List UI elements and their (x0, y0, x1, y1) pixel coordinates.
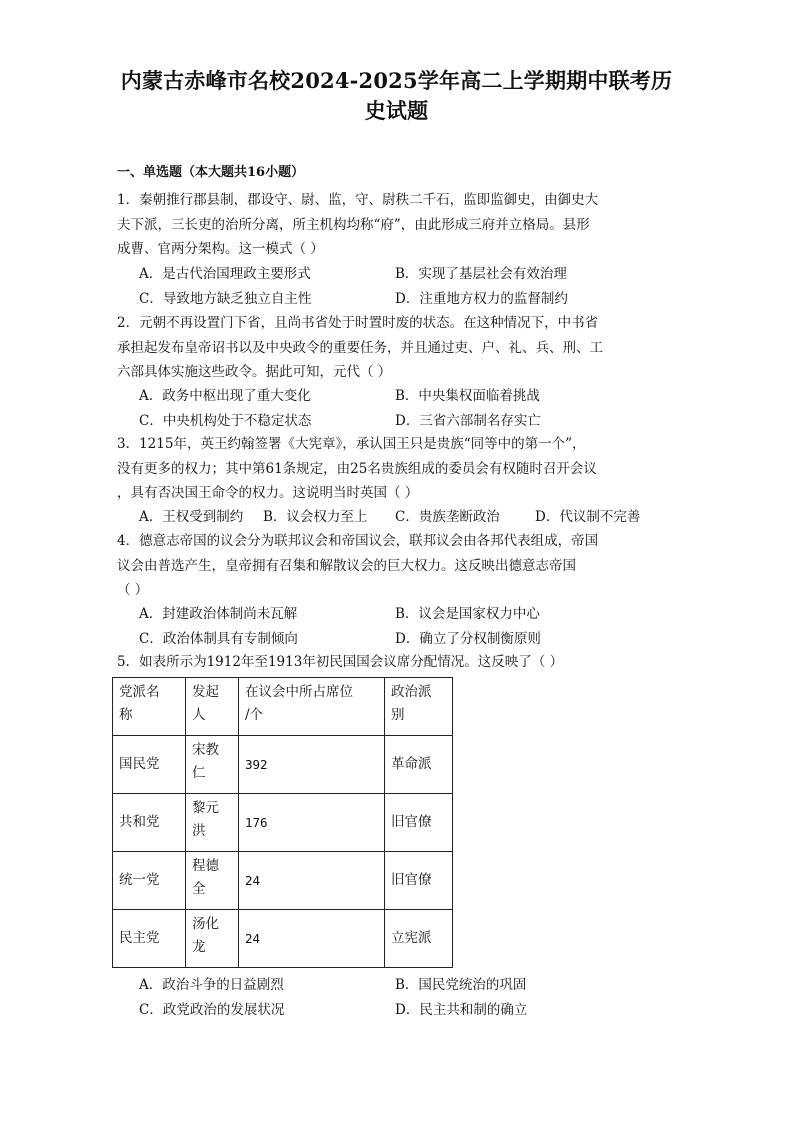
question-line: 没有更多的权力；其中第61条规定，由25名贵族组成的委员会有权随时召开会议 (117, 460, 597, 477)
table-header-cell (239, 678, 385, 736)
question-5-options (139, 973, 679, 1022)
question-4 (117, 529, 677, 603)
cell-line: 别 (391, 707, 405, 723)
cell-line: 在议会中所占席位 (245, 684, 353, 700)
table-row (113, 794, 453, 852)
option-b[interactable]: B．实现了基层社会有效治理 (395, 266, 567, 282)
option-c[interactable]: C．政治体制具有专制倾向 (139, 630, 298, 647)
option-b[interactable]: B．议会是国家权力中心 (395, 606, 540, 622)
option-b[interactable]: B．议会权力至上 (263, 509, 368, 525)
question-line: 4．德意志帝国的议会分为联邦议会和帝国议会，联邦议会由各邦代表组成，帝国 (117, 533, 599, 549)
seats-cell: 392 (239, 736, 385, 794)
question-2-options (139, 384, 679, 433)
table-header-cell (186, 678, 239, 736)
title-line-1: 内蒙古赤峰市名校2024-2025学年高二上学期期中联考历 (120, 68, 673, 93)
question-line: 承担起发布皇帝诏书以及中央政令的重要任务，并且通过吏、户、礼、兵、刑、工 (117, 339, 603, 356)
founder-cell (186, 910, 239, 968)
option-d[interactable]: D．三省六部制名存实亡 (395, 412, 541, 429)
option-c[interactable]: C．导致地方缺乏独立自主性 (139, 290, 312, 307)
seats-cell: 24 (239, 852, 385, 910)
option-d[interactable]: D．确立了分权制衡原则 (395, 630, 541, 647)
cell-line: /个 (245, 707, 264, 723)
question-line: 3．1215年，英王约翰签署《大宪章》，承认国王只是贵族“同等中的第一个”， (117, 436, 586, 452)
option-b[interactable]: B．国民党统治的巩固 (395, 977, 527, 993)
party-cell: 民主党 (113, 910, 186, 968)
option-c[interactable]: C．贵族垄断政治 (395, 509, 500, 525)
question-3-options (139, 505, 679, 530)
cell-line: 政治派 (391, 684, 432, 700)
founder-cell (186, 736, 239, 794)
cell-line: 党派名 (119, 684, 160, 700)
question-1-options (139, 262, 679, 311)
party-cell: 共和党 (113, 794, 186, 852)
table-row (113, 852, 453, 910)
founder-cell (186, 794, 239, 852)
question-line: 夫下派，三长吏的治所分离，所主机构均称“府”，由此形成三府并立格局。县形 (117, 216, 590, 233)
question-line: 2．元朝不再设置门下省，且尚书省处于时置时废的状态。在这种情况下，中书省 (117, 315, 599, 331)
question-1 (117, 188, 677, 262)
option-a[interactable]: A．政治斗争的日益剧烈 (139, 977, 284, 993)
question-line: 六部具体实施这些政令。据此可知，元代（ ） (117, 364, 392, 380)
cell-line: 汤化 (192, 916, 219, 932)
table-header-row (113, 678, 453, 736)
question-line: （ ） (117, 582, 149, 598)
option-a[interactable]: A．是古代治国理政主要形式 (139, 266, 311, 282)
question-5 (117, 650, 697, 675)
faction-cell: 立宪派 (385, 910, 453, 968)
cell-line: 黎元 (192, 800, 219, 816)
question-line: 议会由普选产生，皇帝拥有召集和解散议会的巨大权力。这反映出德意志帝国 (117, 557, 576, 574)
title-line-2: 史试题 (364, 98, 429, 123)
page-title (100, 66, 693, 126)
cell-line: 宋教 (192, 742, 219, 758)
cell-line: 全 (192, 881, 206, 897)
option-a[interactable]: A．封建政治体制尚未瓦解 (139, 606, 298, 622)
question-4-options (139, 602, 679, 651)
cell-line: 发起 (192, 684, 219, 700)
option-d[interactable]: D．民主共和制的确立 (395, 1001, 528, 1018)
seats-cell: 176 (239, 794, 385, 852)
option-c[interactable]: C．中央机构处于不稳定状态 (139, 412, 312, 429)
question-line: 成曹、官两分架构。这一模式（ ） (117, 241, 324, 257)
question-3 (117, 432, 677, 506)
cell-line: 程德 (192, 858, 219, 874)
section-heading: 一、单选题（本大题共16小题） (117, 165, 305, 180)
table-header-cell (385, 678, 453, 736)
question-line: ，具有否决国王命令的权力。这说明当时英国（ ） (117, 485, 419, 501)
cell-line: 称 (119, 707, 133, 723)
party-cell: 国民党 (113, 736, 186, 794)
table-header-cell (113, 678, 186, 736)
option-a[interactable]: A．政务中枢出现了重大变化 (139, 388, 311, 404)
question-line: 5．如表所示为1912年至1913年初民国国会议席分配情况。这反映了（ ） (117, 654, 564, 670)
seats-cell: 24 (239, 910, 385, 968)
seat-distribution-table (112, 677, 453, 968)
party-cell: 统一党 (113, 852, 186, 910)
option-c[interactable]: C．政党政治的发展状况 (139, 1001, 285, 1018)
option-a[interactable]: A．王权受到制约 (139, 509, 244, 525)
cell-line: 洪 (192, 823, 206, 839)
cell-line: 仁 (192, 765, 206, 781)
cell-line: 人 (192, 707, 206, 723)
founder-cell (186, 852, 239, 910)
option-d[interactable]: D．代议制不完善 (535, 509, 641, 525)
question-line: 1．秦朝推行郡县制，郡设守、尉、监，守、尉秩二千石，监即监御史，由御史大 (117, 192, 599, 208)
question-2 (117, 311, 677, 385)
cell-line: 龙 (192, 939, 206, 955)
option-d[interactable]: D．注重地方权力的监督制约 (395, 290, 568, 307)
faction-cell: 旧官僚 (385, 852, 453, 910)
table-row (113, 910, 453, 968)
option-b[interactable]: B．中央集权面临着挑战 (395, 388, 540, 404)
table-row (113, 736, 453, 794)
faction-cell: 旧官僚 (385, 794, 453, 852)
faction-cell: 革命派 (385, 736, 453, 794)
